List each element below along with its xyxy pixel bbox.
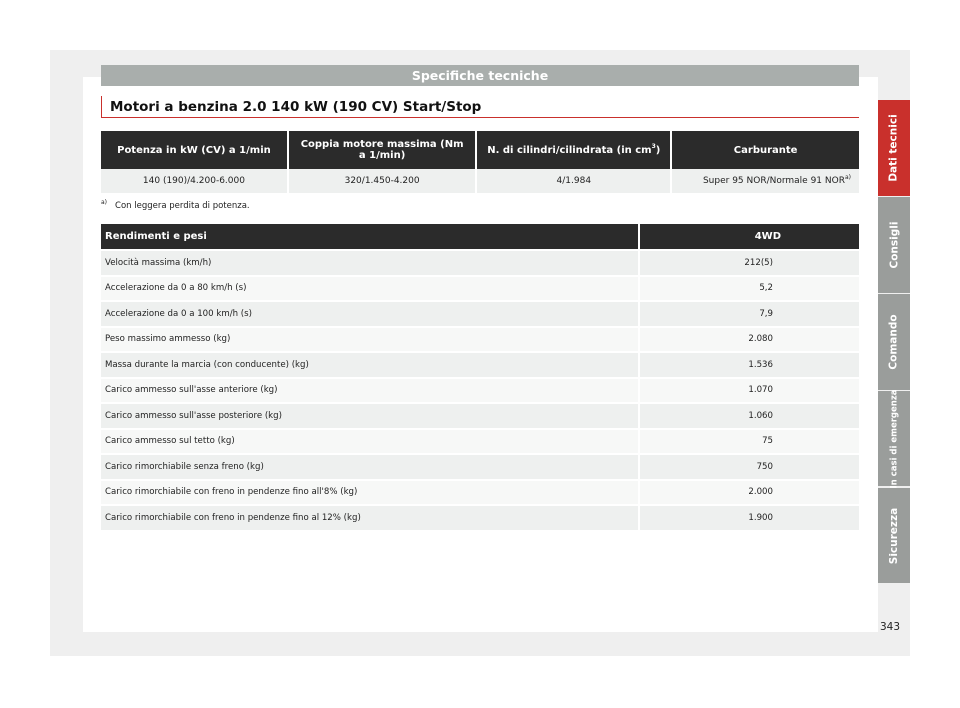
row-label: Accelerazione da 0 a 80 km/h (s): [101, 276, 639, 302]
row-value: 1.536: [639, 352, 859, 378]
row-label: Carico rimorchiabile con freno in pendenze fino all'8% (kg): [101, 480, 639, 506]
engine-title: Motori a benzina 2.0 140 kW (190 CV) Start/Stop: [101, 96, 859, 118]
tab-consigli[interactable]: [878, 197, 910, 293]
tab-label: Dati tecnici: [888, 114, 900, 182]
cell-fuel: [671, 169, 859, 193]
footnote: [101, 201, 250, 211]
header-power: Potenza in kW (CV) a 1/min: [101, 131, 288, 169]
row-label: Accelerazione da 0 a 100 km/h (s): [101, 301, 639, 327]
table-row: [101, 454, 859, 480]
table-row: [101, 480, 859, 506]
header-torque: Coppia motore massima (Nm a 1/min): [288, 131, 476, 169]
tab-label: Sicurezza: [888, 507, 900, 564]
section-header: Specifiche tecniche: [101, 65, 859, 86]
table-row: [101, 505, 859, 530]
header-cylinders-sup: 3: [651, 142, 656, 150]
row-value: 1.900: [639, 505, 859, 530]
tab-label: In casi di emergenza: [889, 389, 899, 488]
tab-emergenza[interactable]: [878, 391, 910, 486]
header-4wd: 4WD: [639, 224, 859, 250]
cell-power: 140 (190)/4.200-6.000: [101, 169, 288, 193]
table-row: [101, 276, 859, 302]
footnote-text: Con leggera perdita di potenza.: [115, 201, 250, 211]
footnote-mark: a): [101, 199, 108, 206]
page-number: 343: [880, 621, 901, 633]
tab-label: Consigli: [888, 221, 900, 269]
row-label: Carico rimorchiabile senza freno (kg): [101, 454, 639, 480]
header-cylinders-end: ): [655, 144, 661, 156]
table-row: [101, 250, 859, 276]
performance-table: [101, 224, 859, 530]
row-label: Peso massimo ammesso (kg): [101, 327, 639, 353]
header-fuel: Carburante: [671, 131, 859, 169]
row-label: Velocità massima (km/h): [101, 250, 639, 276]
cell-fuel-sup: a): [844, 174, 851, 181]
table-row: [101, 403, 859, 429]
row-value: 750: [639, 454, 859, 480]
tab-sicurezza[interactable]: [878, 488, 910, 583]
engine-table-header-row: [101, 131, 859, 169]
row-value: 212(5): [639, 250, 859, 276]
table-row: [101, 301, 859, 327]
table-row: [101, 429, 859, 455]
row-value: 2.080: [639, 327, 859, 353]
row-label: Carico rimorchiabile con freno in pendenze fino al 12% (kg): [101, 505, 639, 530]
row-label: Massa durante la marcia (con conducente) (kg): [101, 352, 639, 378]
tab-dati-tecnici[interactable]: [878, 100, 910, 196]
performance-header-row: [101, 224, 859, 250]
table-row: [101, 327, 859, 353]
table-row: [101, 352, 859, 378]
engine-table-row: [101, 169, 859, 193]
row-value: 5,2: [639, 276, 859, 302]
row-label: Carico ammesso sull'asse posteriore (kg): [101, 403, 639, 429]
header-performance: Rendimenti e pesi: [101, 224, 639, 250]
cell-torque: 320/1.450-4.200: [288, 169, 476, 193]
header-cylinders: [476, 131, 671, 169]
row-label: Carico ammesso sull'asse anteriore (kg): [101, 378, 639, 404]
cell-fuel-text: Super 95 NOR/Normale 91 NOR: [702, 176, 845, 186]
tab-comando[interactable]: [878, 294, 910, 390]
row-value: 1.070: [639, 378, 859, 404]
header-cylinders-text: N. di cilindri/cilindrata (in cm: [487, 144, 652, 156]
row-value: 7,9: [639, 301, 859, 327]
row-value: 75: [639, 429, 859, 455]
row-value: 1.060: [639, 403, 859, 429]
row-value: 2.000: [639, 480, 859, 506]
row-label: Carico ammesso sul tetto (kg): [101, 429, 639, 455]
cell-cylinders: 4/1.984: [476, 169, 671, 193]
engine-specs-table: [101, 131, 859, 193]
table-row: [101, 378, 859, 404]
tab-label: Comando: [888, 314, 900, 370]
